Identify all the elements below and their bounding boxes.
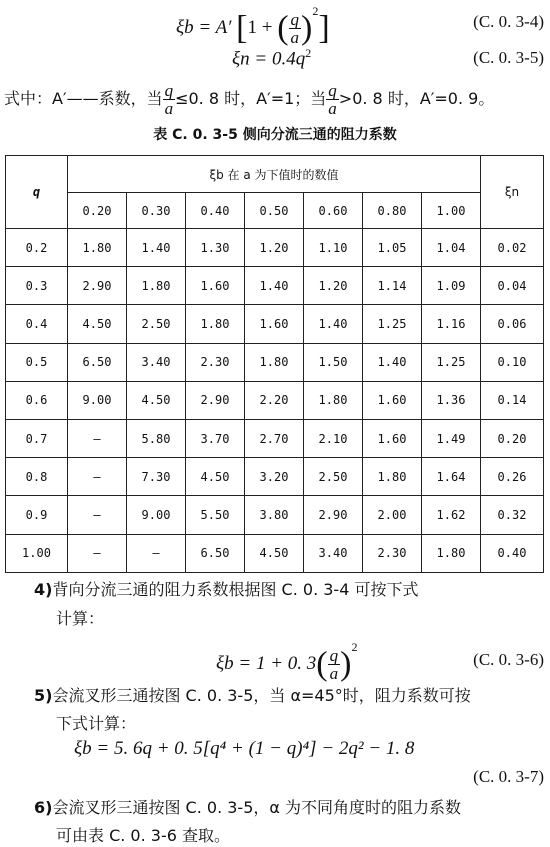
xi-b-cell: 1.10 bbox=[304, 229, 363, 267]
xi-b-cell: 2.10 bbox=[304, 419, 363, 457]
equation-c035-formula: $\xi n = 0.4q^2$ bbox=[232, 46, 312, 70]
xi-b-cell: 2.50 bbox=[127, 305, 186, 343]
table-row bbox=[6, 229, 544, 267]
item-6: 6)会流叉形三通按图 C. 0. 3-5，α 为不同角度时的阻力系数 bbox=[34, 798, 462, 817]
a-value-header: 1.00 bbox=[422, 193, 481, 229]
column-header-xi-n: ξn bbox=[481, 156, 544, 229]
fraction-q-over-a: $\frac{q}{a}$ bbox=[290, 10, 300, 48]
xi-b-cell: 2.50 bbox=[304, 458, 363, 496]
xi-b-cell: — bbox=[68, 496, 127, 534]
table-row bbox=[6, 534, 544, 572]
xi-b-cell: 1.60 bbox=[363, 381, 422, 419]
xi-b-cell: 2.90 bbox=[68, 267, 127, 305]
xi-b-cell: 1.25 bbox=[363, 305, 422, 343]
group-header-xi-b: ξb 在 a 为下值时的数值 bbox=[68, 156, 481, 193]
xi-b-cell: 1.60 bbox=[363, 419, 422, 457]
q-cell: 0.4 bbox=[6, 305, 68, 343]
xi-b-cell: 2.00 bbox=[363, 496, 422, 534]
q-cell: 0.8 bbox=[6, 458, 68, 496]
item-6-line2: 可由表 C. 0. 3-6 查取。 bbox=[56, 826, 231, 845]
q-cell: 1.00 bbox=[6, 534, 68, 572]
table-row bbox=[6, 496, 544, 534]
xi-b-cell: 1.25 bbox=[422, 343, 481, 381]
a-value-header: 0.20 bbox=[68, 193, 127, 229]
eq-lhs: ξb = A′ bbox=[176, 17, 232, 38]
xi-b-cell: 3.40 bbox=[304, 534, 363, 572]
equation-c035 bbox=[0, 42, 550, 76]
a-value-header: 0.30 bbox=[127, 193, 186, 229]
xi-b-cell: 1.05 bbox=[363, 229, 422, 267]
q-cell: 0.2 bbox=[6, 229, 68, 267]
xi-b-cell: 1.20 bbox=[304, 267, 363, 305]
equation-c037-formula: ξb = 5. 6q + 0. 5[q⁴ + (1 − q)⁴] − 2q² − 1. 8 bbox=[74, 738, 415, 759]
a-value-header: 0.50 bbox=[245, 193, 304, 229]
equation-number: (C. 0. 3-6) bbox=[473, 650, 544, 669]
xi-b-cell: 3.70 bbox=[186, 419, 245, 457]
formula-note: 式中：A′——系数，当 $\frac{q}{a}$ ≤0. 8 时，A′=1；当 $\frac{q}{a}$ >0. 8 时，A′=0. 9。 bbox=[4, 81, 495, 118]
equation-c034-formula: ξb = A′ [1 + ( $\frac{q}{a}$ )$^2$] bbox=[176, 4, 330, 48]
table-row bbox=[6, 267, 544, 305]
xi-b-cell: 2.20 bbox=[245, 381, 304, 419]
xi-b-cell: 1.40 bbox=[127, 229, 186, 267]
xi-b-cell: 7.30 bbox=[127, 458, 186, 496]
xi-b-cell: 6.50 bbox=[68, 343, 127, 381]
xi-b-cell: 1.80 bbox=[304, 381, 363, 419]
xi-b-cell: — bbox=[127, 534, 186, 572]
item-5-line2: 下式计算： bbox=[56, 714, 137, 733]
xi-b-cell: 2.90 bbox=[186, 381, 245, 419]
exponent: 2 bbox=[312, 4, 319, 18]
xi-b-cell: 4.50 bbox=[186, 458, 245, 496]
xi-b-cell: 2.70 bbox=[245, 419, 304, 457]
item-5: 5)会流叉形三通按图 C. 0. 3-5，当 α=45°时，阻力系数可按 bbox=[34, 686, 471, 705]
table-row bbox=[6, 381, 544, 419]
xi-b-cell: 3.20 bbox=[245, 458, 304, 496]
xi-n-cell: 0.14 bbox=[481, 381, 544, 419]
xi-b-cell: 4.50 bbox=[245, 534, 304, 572]
xi-b-cell: 1.80 bbox=[422, 534, 481, 572]
equation-number: (C. 0. 3-4) bbox=[473, 12, 544, 31]
xi-b-cell: 1.20 bbox=[245, 229, 304, 267]
a-value-header: 0.60 bbox=[304, 193, 363, 229]
xi-b-cell: 9.00 bbox=[127, 496, 186, 534]
xi-b-cell: 2.30 bbox=[363, 534, 422, 572]
xi-b-cell: 1.36 bbox=[422, 381, 481, 419]
item-4-line2: 计算： bbox=[56, 609, 105, 628]
q-cell: 0.9 bbox=[6, 496, 68, 534]
xi-b-cell: 6.50 bbox=[186, 534, 245, 572]
table-caption: 表 C. 0. 3-5 侧向分流三通的阻力系数 bbox=[153, 127, 397, 143]
xi-b-cell: — bbox=[68, 419, 127, 457]
equation-c034 bbox=[0, 4, 550, 48]
table-row bbox=[6, 419, 544, 457]
xi-b-cell: 1.80 bbox=[127, 267, 186, 305]
xi-n-cell: 0.32 bbox=[481, 496, 544, 534]
xi-b-cell: 4.50 bbox=[127, 381, 186, 419]
xi-b-cell: 1.62 bbox=[422, 496, 481, 534]
xi-n-cell: 0.26 bbox=[481, 458, 544, 496]
xi-n-cell: 0.02 bbox=[481, 229, 544, 267]
xi-b-cell: — bbox=[68, 534, 127, 572]
xi-b-cell: 1.16 bbox=[422, 305, 481, 343]
xi-b-cell: 4.50 bbox=[68, 305, 127, 343]
table-row bbox=[6, 343, 544, 381]
xi-b-cell: 5.50 bbox=[186, 496, 245, 534]
a-value-header: 0.80 bbox=[363, 193, 422, 229]
table-row bbox=[6, 305, 544, 343]
equation-number: (C. 0. 3-5) bbox=[473, 48, 544, 67]
xi-b-cell: 1.80 bbox=[68, 229, 127, 267]
xi-n-cell: 0.04 bbox=[481, 267, 544, 305]
xi-b-cell: 2.30 bbox=[186, 343, 245, 381]
xi-n-cell: 0.10 bbox=[481, 343, 544, 381]
xi-n-cell: 0.06 bbox=[481, 305, 544, 343]
xi-b-cell: 1.60 bbox=[245, 305, 304, 343]
table-row bbox=[6, 458, 544, 496]
xi-b-cell: 3.40 bbox=[127, 343, 186, 381]
xi-b-cell: 1.60 bbox=[186, 267, 245, 305]
q-cell: 0.3 bbox=[6, 267, 68, 305]
xi-b-cell: 1.64 bbox=[422, 458, 481, 496]
xi-b-cell: 1.40 bbox=[245, 267, 304, 305]
xi-b-cell: 3.80 bbox=[245, 496, 304, 534]
eq-body: 1 + bbox=[247, 17, 273, 38]
xi-b-cell: 1.80 bbox=[245, 343, 304, 381]
a-value-header: 0.40 bbox=[186, 193, 245, 229]
xi-b-cell: 5.80 bbox=[127, 419, 186, 457]
xi-b-cell: 9.00 bbox=[68, 381, 127, 419]
xi-b-cell: 1.50 bbox=[304, 343, 363, 381]
xi-b-cell: 1.09 bbox=[422, 267, 481, 305]
xi-b-cell: 1.14 bbox=[363, 267, 422, 305]
equation-number-c037: (C. 0. 3-7) bbox=[473, 767, 544, 786]
xi-b-cell: — bbox=[68, 458, 127, 496]
q-cell: 0.7 bbox=[6, 419, 68, 457]
xi-n-cell: 0.40 bbox=[481, 534, 544, 572]
xi-b-cell: 1.40 bbox=[363, 343, 422, 381]
resistance-coefficient-table bbox=[5, 155, 544, 573]
equation-c036 bbox=[0, 636, 550, 684]
xi-b-cell: 1.49 bbox=[422, 419, 481, 457]
xi-b-cell: 1.30 bbox=[186, 229, 245, 267]
equation-c036-formula: ξb = 1 + 0. 3( $\frac{q}{a}$ )$^2$ bbox=[216, 640, 358, 684]
xi-b-cell: 1.40 bbox=[304, 305, 363, 343]
xi-b-cell: 2.90 bbox=[304, 496, 363, 534]
xi-b-cell: 1.80 bbox=[186, 305, 245, 343]
item-4: 4)背向分流三通的阻力系数根据图 C. 0. 3-4 可按下式 bbox=[34, 580, 419, 599]
q-cell: 0.5 bbox=[6, 343, 68, 381]
column-header-q: q bbox=[6, 156, 68, 229]
q-cell: 0.6 bbox=[6, 381, 68, 419]
xi-n-cell: 0.20 bbox=[481, 419, 544, 457]
xi-b-cell: 1.80 bbox=[363, 458, 422, 496]
xi-b-cell: 1.04 bbox=[422, 229, 481, 267]
